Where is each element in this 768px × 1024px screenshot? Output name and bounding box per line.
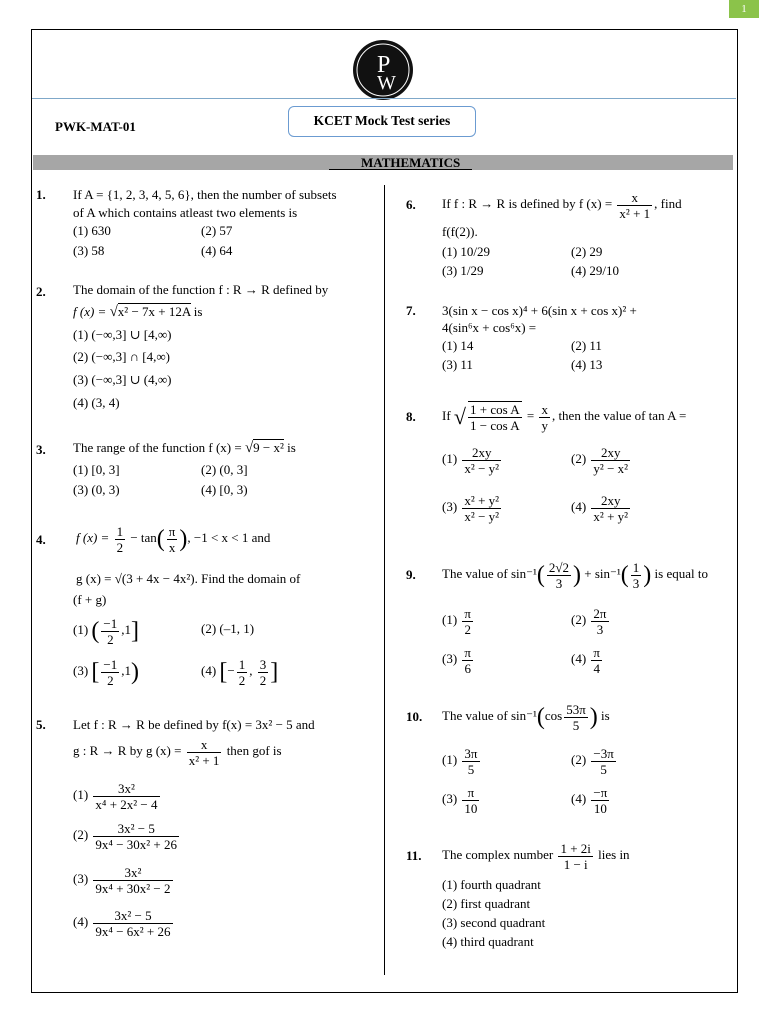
option: (1) (−∞,3] ∪ [4,∞): [73, 327, 172, 342]
option: (1) $\frac{2xy}{\text{x² − y²}}$: [442, 444, 500, 476]
option: (3) $\frac{\pi}{6}$: [442, 644, 471, 676]
question-number: 5.: [36, 717, 46, 732]
option: (3) 58: [73, 243, 105, 258]
question-number: 9.: [406, 567, 416, 582]
question-text: 4(sin⁶x + cos⁶x) =: [442, 320, 537, 335]
question-formula: g : R → R by g (x) = $\frac{x}{\text{x² + 1}}$ then gof is: [73, 736, 282, 768]
option: (3) 11: [442, 357, 473, 372]
option: (4) $\frac{\text{3x² − 5}}{\text{9x⁴ − 6x² + 26}}$: [73, 907, 171, 939]
option: (4) 64: [201, 243, 233, 258]
paper-code: PWK-MAT-01: [55, 119, 136, 134]
question-number: 4.: [36, 532, 46, 547]
option: (4) third quadrant: [442, 934, 534, 949]
option: (2) 29: [571, 244, 603, 259]
option: (4) [0, 3): [201, 482, 248, 497]
column-divider: [384, 185, 385, 975]
question-text: If A = {1, 2, 3, 4, 5, 6}, then the number of subsets: [73, 187, 337, 202]
question-number: 8.: [406, 409, 416, 424]
question-number: 6.: [406, 197, 416, 212]
option: (2) 57: [201, 223, 233, 238]
question-text: (f + g): [73, 592, 107, 607]
question-number: 11.: [406, 848, 422, 863]
option: (4) $\frac{2xy}{\text{x² + y²}}$: [571, 492, 629, 524]
option: (2) 11: [571, 338, 602, 353]
option: (4) $\frac{\pi}{4}$: [571, 644, 600, 676]
option: (2) (0, 3]: [201, 462, 248, 477]
option: (1) 14: [442, 338, 474, 353]
question-formula: f (x) = √x² − 7x + 12A is: [73, 304, 203, 320]
option: (4) (3, 4): [73, 395, 120, 410]
question-text: 3(sin x − cos x)⁴ + 6(sin x + cos x)² +: [442, 303, 637, 318]
header-divider: [32, 98, 736, 99]
question-number: 2.: [36, 284, 46, 299]
page-number: 1: [729, 0, 759, 18]
option: (4) $\frac{-\pi}{10}$: [571, 784, 608, 816]
subject-title: MATHEMATICS: [361, 155, 461, 170]
option: (1) $\frac{3\pi}{5}$: [442, 745, 478, 777]
option: (2) $\frac{\text{3x² − 5}}{\text{9x⁴ − 30x² + 26}}$: [73, 820, 178, 852]
option: (3) [ $\frac{-1}{2}$ ,1): [73, 656, 140, 688]
question-formula: f (x) = $\frac{1}{2}$ − tan( $\frac{\pi}{x}$ ), −1 < x < 1 and: [76, 523, 271, 555]
question-text: of A which contains atleast two elements is: [73, 205, 298, 220]
option: (3) (0, 3): [73, 482, 120, 497]
option: (4) 13: [571, 357, 603, 372]
option: (2) $\frac{2\pi}{3}$: [571, 605, 607, 637]
question-number: 3.: [36, 442, 46, 457]
option: (2) (–1, 1): [201, 621, 255, 636]
question-text: f(f(2)).: [442, 224, 478, 239]
option: (3) $\frac{\text{x² + y²}}{\text{x² − y²}}$: [442, 492, 500, 524]
option: (3) $\frac{\pi}{10}$: [442, 784, 478, 816]
svg-text:W: W: [377, 72, 396, 94]
option: (3) (−∞,3] ∪ (4,∞): [73, 372, 172, 387]
option: (4) 29/10: [571, 263, 620, 278]
question-text: g (x) = √(3 + 4x − 4x²). Find the domain of: [76, 571, 301, 586]
option: (2) (−∞,3] ∩ [4,∞): [73, 349, 170, 364]
question-text: The complex number $\frac{1 + 2i}{1 - i}$ lies in: [442, 840, 630, 872]
option: (1) 630: [73, 223, 111, 238]
pw-logo: [352, 39, 414, 101]
series-title: KCET Mock Test series: [288, 106, 476, 137]
option: (2) first quadrant: [442, 896, 531, 911]
option: (1) fourth quadrant: [442, 877, 541, 892]
question-text: The range of the function f (x) = √9 − x² is: [73, 440, 296, 456]
svg-text:P: P: [377, 52, 391, 78]
option: (1) $\frac{\text{3x²}}{\text{x⁴ + 2x² − 4}}$: [73, 780, 158, 812]
question-text: The value of sin⁻¹(cos $\frac{53\pi}{5}$ ) is: [442, 701, 610, 733]
question-text: The value of sin⁻¹( $\frac{2√2}{3}$ ) + sin⁻¹( $\frac{1}{3}$ ) is equal to: [442, 559, 708, 591]
question-number: 7.: [406, 303, 416, 318]
option: (2) $\frac{2xy}{\text{y² − x²}}$: [571, 444, 629, 476]
question-number: 1.: [36, 187, 46, 202]
question-text: The domain of the function f : R → R defined by: [73, 282, 329, 297]
question-text: If √ $\frac{\text{1 + cos A}}{\text{1 − cos A}}$ = $\frac{x}{y}$ , then the value of tan A =: [442, 401, 687, 434]
option: (3) second quadrant: [442, 915, 546, 930]
option: (3) $\frac{\text{3x²}}{\text{9x⁴ + 30x² − 2}}$: [73, 864, 171, 896]
option: (4) [− $\frac{1}{2}$ , $\frac{3}{2}$ ]: [201, 656, 279, 688]
option: (2) $\frac{-3\pi}{5}$: [571, 745, 614, 777]
question-text: If f : R → R is defined by f (x) = $\frac{x}{\text{x² + 1}}$ , find: [442, 189, 682, 221]
option: (1) $\frac{\pi}{2}$: [442, 605, 471, 637]
subject-bar: [33, 155, 733, 170]
option: (1) ( $\frac{-1}{2}$ ,1]: [73, 615, 140, 647]
option: (1) 10/29: [442, 244, 491, 259]
question-text: Let f : R → R be defined by f(x) = 3x² − 5 and: [73, 717, 315, 732]
question-number: 10.: [406, 709, 423, 724]
option: (3) 1/29: [442, 263, 484, 278]
option: (1) [0, 3]: [73, 462, 120, 477]
